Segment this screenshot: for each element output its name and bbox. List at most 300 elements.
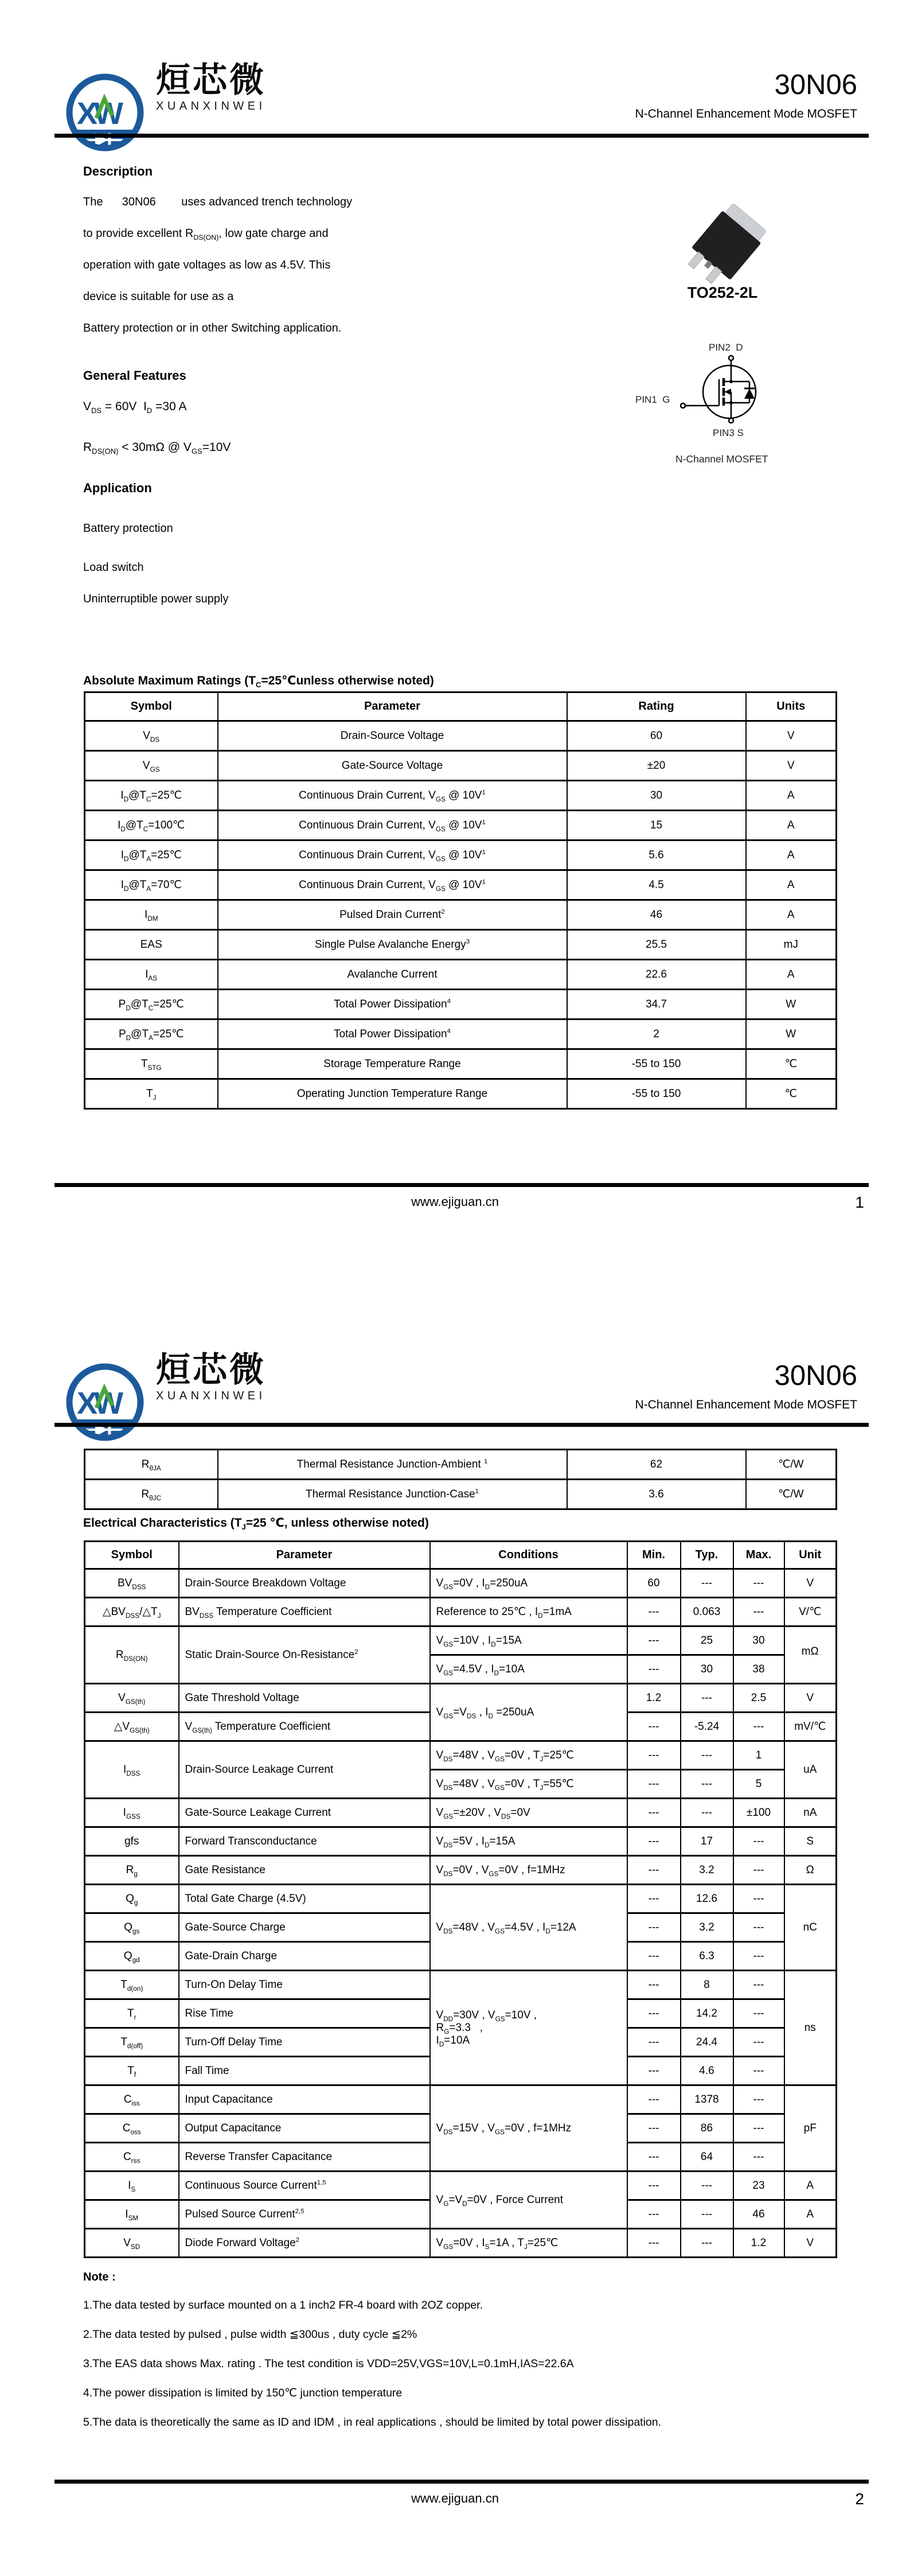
application-item: Battery protection: [83, 522, 173, 535]
cell-symbol: $T_{d(off)}$: [85, 2028, 179, 2057]
cell-typ: 24.4: [681, 2028, 733, 2057]
cell-parameter: Gate Resistance: [179, 1856, 430, 1885]
brand-chinese-name: 烜芯微: [156, 61, 266, 99]
col-rating: Rating: [567, 692, 746, 721]
cell-units: A: [746, 900, 837, 930]
cell-max: 1.2: [733, 2229, 784, 2258]
cell-max: 30: [733, 1626, 784, 1655]
cell-max: ---: [733, 1885, 784, 1913]
table-row: [85, 2172, 837, 2200]
logo-letters: XW: [77, 96, 120, 131]
cell-symbol: $I_D@T_A=25℃$: [85, 840, 218, 870]
cell-min: ---: [627, 1713, 681, 1741]
cell-symbol: EAS: [85, 930, 218, 960]
cell-symbol: $C_{oss}$: [85, 2114, 179, 2143]
cell-symbol: $P_D@T_C=25℃$: [85, 990, 218, 1019]
elec-table: [84, 1540, 837, 2258]
cell-parameter: $BV_{DSS}$ Temperature Coefficient: [179, 1598, 430, 1626]
table-row: [85, 1019, 837, 1049]
cell-max: ---: [733, 2028, 784, 2057]
col-symbol: Symbol: [85, 1542, 179, 1569]
cell-conditions: $V_{DD}=30V$ , $V_{GS}=10V$ , $R_G=3.3$ , $I_D=10A$: [430, 1971, 627, 2085]
cell-max: ---: [733, 1999, 784, 2028]
cell-rating: 15: [567, 811, 746, 840]
table-row: [85, 2085, 837, 2114]
table-header-row: [85, 1542, 837, 1569]
page-number: 2: [855, 2490, 864, 2508]
cell-max: ---: [733, 1971, 784, 1999]
cell-max: ---: [733, 1827, 784, 1856]
col-units: Units: [746, 692, 837, 721]
col-parameter: Parameter: [218, 692, 567, 721]
table-row: [85, 990, 837, 1019]
cell-units: V: [746, 721, 837, 751]
cell-conditions: $V_{DS}=0V$ , $V_{GS}=0V$ , f=1MHz: [430, 1856, 627, 1885]
cell-min: ---: [627, 2229, 681, 2258]
cell-max: ---: [733, 1942, 784, 1971]
cell-rating: 5.6: [567, 840, 746, 870]
cell-typ: 25: [681, 1626, 733, 1655]
cell-symbol: $I_D@T_C=25℃$: [85, 781, 218, 811]
cell-parameter: Storage Temperature Range: [218, 1049, 567, 1079]
application-item: Uninterruptible power supply: [83, 593, 229, 605]
cell-units: A: [746, 840, 837, 870]
cell-min: ---: [627, 2028, 681, 2057]
cell-rating: ±20: [567, 751, 746, 781]
cell-conditions: $V_{DS}=48V$ , $V_{GS}=0V$ , $T_J=25℃$: [430, 1741, 627, 1770]
part-number: 30N06: [774, 69, 857, 100]
cell-rating: 46: [567, 900, 746, 930]
cell-typ: 8: [681, 1971, 733, 1999]
table-row: [85, 1827, 837, 1856]
cell-parameter: Thermal Resistance Junction-Case$^1$: [218, 1480, 567, 1509]
table-row: [85, 960, 837, 990]
mosfet-caption: N-Channel MOSFET: [675, 453, 768, 465]
table-row: [85, 1598, 837, 1626]
cell-parameter: $V_{GS(th)}$ Temperature Coefficient: [179, 1713, 430, 1741]
cell-min: ---: [627, 2114, 681, 2143]
table-row: [85, 2229, 837, 2258]
cell-symbol: $C_{iss}$: [85, 2085, 179, 2114]
col-symbol: Symbol: [85, 692, 218, 721]
cell-parameter: Drain-Source Leakage Current: [179, 1741, 430, 1799]
cell-symbol: $Q_{gd}$: [85, 1942, 179, 1971]
cell-unit: mΩ: [784, 1626, 837, 1684]
cell-unit: V: [784, 1569, 837, 1598]
cell-max: ---: [733, 2114, 784, 2143]
col-conditions: Conditions: [430, 1542, 627, 1569]
table-row: [85, 751, 837, 781]
cell-rating: 34.7: [567, 990, 746, 1019]
cell-min: ---: [627, 1942, 681, 1971]
cell-symbol: gfs: [85, 1827, 179, 1856]
cell-rating: 62: [567, 1450, 746, 1480]
cell-unit: V: [784, 1684, 837, 1713]
cell-symbol: $R_g$: [85, 1856, 179, 1885]
cell-parameter: Gate Threshold Voltage: [179, 1684, 430, 1713]
cell-min: 1.2: [627, 1684, 681, 1713]
cell-parameter: Diode Forward Voltage$^2$: [179, 2229, 430, 2258]
cell-max: 46: [733, 2200, 784, 2229]
cell-parameter: Continuous Drain Current, $V_{GS}$ @ $10V^1$: [218, 840, 567, 870]
cell-parameter: Continuous Drain Current, $V_{GS}$ @ $10V^1$: [218, 870, 567, 900]
cell-min: ---: [627, 1626, 681, 1655]
cell-units: A: [746, 811, 837, 840]
application-item: Load switch: [83, 561, 144, 574]
cell-max: ---: [733, 1856, 784, 1885]
cell-min: ---: [627, 1971, 681, 1999]
table-row: [85, 1049, 837, 1079]
cell-rating: 60: [567, 721, 746, 751]
cell-typ: 6.3: [681, 1942, 733, 1971]
table-row: [85, 1626, 837, 1655]
cell-min: ---: [627, 1885, 681, 1913]
cell-rating: -55 to 150: [567, 1079, 746, 1109]
table-row: [85, 1799, 837, 1827]
cell-parameter: Gate-Source Voltage: [218, 751, 567, 781]
cell-unit: A: [784, 2172, 837, 2200]
cell-rating: 3.6: [567, 1480, 746, 1509]
cell-unit: ns: [784, 1971, 837, 2085]
cell-symbol: $Q_g$: [85, 1885, 179, 1913]
cell-symbol: $T_{d(on)}$: [85, 1971, 179, 1999]
cell-parameter: Gate-Source Charge: [179, 1913, 430, 1942]
application-heading: Application: [83, 481, 152, 495]
cell-unit: nA: [784, 1799, 837, 1827]
brand-header: [62, 63, 266, 162]
cell-typ: 0.063: [681, 1598, 733, 1626]
cell-symbol: $Q_{gs}$: [85, 1913, 179, 1942]
cell-rating: 25.5: [567, 930, 746, 960]
cell-max: ---: [733, 2143, 784, 2172]
cell-parameter: Total Power Dissipation$^4$: [218, 1019, 567, 1049]
cell-min: ---: [627, 2172, 681, 2200]
cell-parameter: Continuous Drain Current, $V_{GS}$ @ $10V^1$: [218, 781, 567, 811]
cell-typ: ---: [681, 1799, 733, 1827]
cell-min: ---: [627, 1741, 681, 1770]
cell-conditions: $V_{GS}=4.5V$ , $I_D=10A$: [430, 1655, 627, 1684]
cell-symbol: $V_{DS}$: [85, 721, 218, 751]
cell-typ: 30: [681, 1655, 733, 1684]
table-row: [85, 1079, 837, 1109]
cell-typ: 64: [681, 2143, 733, 2172]
part-subtitle: N-Channel Enhancement Mode MOSFET: [635, 1398, 857, 1411]
cell-symbol: $V_{SD}$: [85, 2229, 179, 2258]
package-photo: [675, 200, 779, 291]
cell-units: ℃/W: [746, 1450, 837, 1480]
cell-symbol: $I_{DSS}$: [85, 1741, 179, 1799]
footer-site: www.ejiguan.cn: [411, 2491, 499, 2505]
cell-rating: 4.5: [567, 870, 746, 900]
cell-parameter: Avalanche Current: [218, 960, 567, 990]
note-item: 5.The data is theoretically the same as ID and IDM , in real applications , should be limited by total power dissipation.: [83, 2416, 662, 2429]
cell-symbol: $I_S$: [85, 2172, 179, 2200]
cell-min: ---: [627, 2200, 681, 2229]
cell-min: ---: [627, 1999, 681, 2028]
table-row: [85, 1971, 837, 1999]
cell-min: ---: [627, 1598, 681, 1626]
brand-header: [62, 1353, 266, 1452]
cell-rating: 30: [567, 781, 746, 811]
table-row: [85, 900, 837, 930]
cell-units: W: [746, 1019, 837, 1049]
cell-conditions: Reference to 25℃ , $I_D=1mA$: [430, 1598, 627, 1626]
table-row: [85, 1450, 837, 1480]
cell-unit: uA: [784, 1741, 837, 1799]
cell-units: W: [746, 990, 837, 1019]
cell-max: 2.5: [733, 1684, 784, 1713]
part-subtitle: N-Channel Enhancement Mode MOSFET: [635, 107, 857, 120]
cell-parameter: Pulsed Drain Current$^2$: [218, 900, 567, 930]
cell-units: A: [746, 960, 837, 990]
table-row: [85, 1741, 837, 1770]
cell-typ: ---: [681, 2229, 733, 2258]
cell-typ: ---: [681, 1684, 733, 1713]
cell-min: ---: [627, 2085, 681, 2114]
cell-min: ---: [627, 1856, 681, 1885]
cell-rating: 22.6: [567, 960, 746, 990]
cell-symbol: $I_{DM}$: [85, 900, 218, 930]
note-item: 2.The data tested by pulsed , pulse width ≦300us , duty cycle ≦2%: [83, 2328, 417, 2341]
cell-unit: pF: [784, 2085, 837, 2172]
brand-roman-name: XUANXINWEI: [156, 100, 266, 112]
footer-rule: [54, 1183, 869, 1187]
cell-max: ---: [733, 2057, 784, 2085]
description-line: device is suitable for use as a: [83, 290, 234, 303]
cell-max: 38: [733, 1655, 784, 1684]
brand-logo-icon: [62, 63, 149, 162]
cell-typ: 1378: [681, 2085, 733, 2114]
cell-conditions: $V_{GS}=0V$ , $I_D=250uA$: [430, 1569, 627, 1598]
cell-min: ---: [627, 1827, 681, 1856]
cell-rating: 2: [567, 1019, 746, 1049]
cell-max: ±100: [733, 1799, 784, 1827]
description-heading: Description: [83, 164, 153, 178]
cell-max: ---: [733, 1569, 784, 1598]
cell-symbol: $C_{rss}$: [85, 2143, 179, 2172]
elec-title: Electrical Characteristics ($T_J=25$ ℃, unless otherwise noted): [83, 1516, 429, 1532]
notes-list: [83, 2294, 880, 2440]
cell-symbol: $T_r$: [85, 1999, 179, 2028]
table-row: [85, 721, 837, 751]
cell-symbol: $\triangle BV_{DSS}/\triangle T_J$: [85, 1598, 179, 1626]
cell-symbol: $I_{SM}$: [85, 2200, 179, 2229]
brand-logo-icon: [62, 1353, 149, 1452]
cell-conditions: $V_{GS}=0V$ , $I_S=1A$ , $T_J=25℃$: [430, 2229, 627, 2258]
cell-typ: 14.2: [681, 1999, 733, 2028]
pin3-label: PIN3 S: [713, 427, 744, 438]
cell-units: mJ: [746, 930, 837, 960]
col-parameter: Parameter: [179, 1542, 430, 1569]
cell-parameter: Static Drain-Source On-Resistance$^2$: [179, 1626, 430, 1684]
cell-symbol: $I_D@T_A=70℃$: [85, 870, 218, 900]
table-row: [85, 1480, 837, 1509]
cell-parameter: Forward Transconductance: [179, 1827, 430, 1856]
cell-typ: ---: [681, 1569, 733, 1598]
cell-parameter: Fall Time: [179, 2057, 430, 2085]
col-max: Max.: [733, 1542, 784, 1569]
table-row: [85, 1569, 837, 1598]
cell-min: 60: [627, 1569, 681, 1598]
cell-conditions: $V_{GS}=10V$ , $I_D=15A$: [430, 1626, 627, 1655]
abs-max-table: [84, 691, 837, 1110]
cell-units: A: [746, 870, 837, 900]
cell-units: ℃: [746, 1049, 837, 1079]
cell-typ: -5.24: [681, 1713, 733, 1741]
cell-unit: mV/℃: [784, 1713, 837, 1741]
table-row: [85, 781, 837, 811]
cell-parameter: Turn-Off Delay Time: [179, 2028, 430, 2057]
cell-parameter: Pulsed Source Current$^{2,5}$: [179, 2200, 430, 2229]
col-min: Min.: [627, 1542, 681, 1569]
col-typ: Typ.: [681, 1542, 733, 1569]
cell-min: ---: [627, 1799, 681, 1827]
footer-site: www.ejiguan.cn: [411, 1194, 499, 1209]
cell-parameter: Continuous Source Current$^{1,5}$: [179, 2172, 430, 2200]
cell-symbol: $T_{STG}$: [85, 1049, 218, 1079]
cell-parameter: Reverse Transfer Capacitance: [179, 2143, 430, 2172]
table-row: [85, 1885, 837, 1913]
cell-symbol: $I_D@T_C=100℃$: [85, 811, 218, 840]
cell-max: ---: [733, 1713, 784, 1741]
cell-typ: ---: [681, 2172, 733, 2200]
pin1-label: PIN1 G: [635, 394, 670, 405]
cell-symbol: $R_{\theta JC}$: [85, 1480, 218, 1509]
cell-parameter: Gate-Source Leakage Current: [179, 1799, 430, 1827]
cell-symbol: $\triangle V_{GS(th)}$: [85, 1713, 179, 1741]
cell-symbol: $T_J$: [85, 1079, 218, 1109]
cell-conditions: $V_{DS}=48V$ , $V_{GS}=0V$ , $T_J=55℃$: [430, 1770, 627, 1799]
cell-rating: -55 to 150: [567, 1049, 746, 1079]
table-row: [85, 1856, 837, 1885]
header-rule: [54, 1423, 869, 1427]
cell-parameter: Total Gate Charge (4.5V): [179, 1885, 430, 1913]
cell-min: ---: [627, 1655, 681, 1684]
cell-max: ---: [733, 2085, 784, 2114]
package-label: TO252-2L: [687, 284, 758, 301]
footer-rule: [54, 2480, 869, 2484]
description-line: Battery protection or in other Switching application.: [83, 322, 342, 334]
logo-letters: XW: [77, 1386, 120, 1421]
features-heading: General Features: [83, 368, 186, 383]
mosfet-symbol-icon: [668, 348, 791, 429]
table-row: [85, 870, 837, 900]
cell-parameter: Thermal Resistance Junction-Ambient $^1$: [218, 1450, 567, 1480]
note-item: 3.The EAS data shows Max. rating . The test condition is VDD=25V,VGS=10V,L=0.1mH,IAS=22.6A: [83, 2357, 574, 2370]
brand-roman-name: XUANXINWEI: [156, 1390, 266, 1402]
part-number: 30N06: [774, 1360, 857, 1391]
cell-symbol: $I_{GSS}$: [85, 1799, 179, 1827]
cell-parameter: Gate-Drain Charge: [179, 1942, 430, 1971]
cell-typ: 12.6: [681, 1885, 733, 1913]
cell-parameter: Total Power Dissipation$^4$: [218, 990, 567, 1019]
cell-typ: 17: [681, 1827, 733, 1856]
header-rule: [54, 134, 869, 138]
cell-symbol: $V_{GS}$: [85, 751, 218, 781]
cell-typ: ---: [681, 1770, 733, 1799]
table-header-row: [85, 692, 837, 721]
cell-unit: Ω: [784, 1856, 837, 1885]
description-line: to provide excellent $R_{DS(ON)}$, low gate charge and: [83, 227, 329, 242]
cell-conditions: $V_{DS}=5V$ , $I_D=15A$: [430, 1827, 627, 1856]
cell-min: ---: [627, 1913, 681, 1942]
cell-units: V: [746, 751, 837, 781]
cell-units: ℃: [746, 1079, 837, 1109]
cell-typ: 4.6: [681, 2057, 733, 2085]
cell-min: ---: [627, 1770, 681, 1799]
cell-parameter: Turn-On Delay Time: [179, 1971, 430, 1999]
description-text: [83, 196, 657, 353]
cell-typ: 3.2: [681, 1913, 733, 1942]
cell-unit: nC: [784, 1885, 837, 1971]
cell-max: 1: [733, 1741, 784, 1770]
thermal-table: [84, 1449, 837, 1510]
feature-item: $R_{DS(ON)} < 30m\Omega$ @ $V_{GS}=10V$: [83, 441, 231, 456]
cell-symbol: $R_{DS(ON)}$: [85, 1626, 179, 1684]
cell-symbol: $R_{\theta JA}$: [85, 1450, 218, 1480]
feature-item: $V_{DS} = 60V$ $I_D =30$ A: [83, 400, 187, 415]
cell-typ: 86: [681, 2114, 733, 2143]
description-line: operation with gate voltages as low as 4.5V. This: [83, 259, 331, 271]
cell-parameter: Drain-Source Breakdown Voltage: [179, 1569, 430, 1598]
cell-conditions: $V_G=V_D=0V$ , Force Current: [430, 2172, 627, 2229]
cell-conditions: $V_{GS}=\pm 20V$ , $V_{DS}=0V$: [430, 1799, 627, 1827]
pin2-label: PIN2 D: [709, 342, 743, 353]
cell-typ: ---: [681, 1741, 733, 1770]
cell-unit: V/℃: [784, 1598, 837, 1626]
cell-parameter: Input Capacitance: [179, 2085, 430, 2114]
table-row: [85, 1684, 837, 1713]
cell-parameter: Drain-Source Voltage: [218, 721, 567, 751]
cell-parameter: Operating Junction Temperature Range: [218, 1079, 567, 1109]
cell-symbol: $T_f$: [85, 2057, 179, 2085]
note-item: 1.The data tested by surface mounted on a 1 inch2 FR-4 board with 2OZ copper.: [83, 2299, 483, 2312]
cell-conditions: $V_{GS}=V_{DS}$ , $I_D =250uA$: [430, 1684, 627, 1741]
cell-max: ---: [733, 1598, 784, 1626]
cell-unit: S: [784, 1827, 837, 1856]
description-line: The 30N06 uses advanced trench technology: [83, 196, 353, 208]
cell-parameter: Rise Time: [179, 1999, 430, 2028]
cell-parameter: Continuous Drain Current, $V_{GS}$ @ $10V^1$: [218, 811, 567, 840]
cell-symbol: $V_{GS(th)}$: [85, 1684, 179, 1713]
notes-heading: Note :: [83, 2271, 116, 2283]
cell-units: ℃/W: [746, 1480, 837, 1509]
cell-symbol: $I_{AS}$: [85, 960, 218, 990]
abs-max-title: Absolute Maximum Ratings ($T_C=25℃unless$ otherwise noted): [83, 674, 434, 690]
cell-parameter: Single Pulse Avalanche Energy$^3$: [218, 930, 567, 960]
cell-parameter: Output Capacitance: [179, 2114, 430, 2143]
cell-unit: V: [784, 2229, 837, 2258]
cell-units: A: [746, 781, 837, 811]
cell-typ: 3.2: [681, 1856, 733, 1885]
page-number: 1: [855, 1193, 864, 1211]
cell-typ: ---: [681, 2200, 733, 2229]
table-row: [85, 811, 837, 840]
cell-min: ---: [627, 2143, 681, 2172]
cell-min: ---: [627, 2057, 681, 2085]
cell-max: 23: [733, 2172, 784, 2200]
note-item: 4.The power dissipation is limited by 150℃ junction temperature: [83, 2387, 403, 2399]
cell-max: ---: [733, 1913, 784, 1942]
col-unit: Unit: [784, 1542, 837, 1569]
cell-conditions: $V_{DS}=48V$ , $V_{GS}=4.5V$ , $I_D=12A$: [430, 1885, 627, 1971]
cell-symbol: $P_D@T_A=25℃$: [85, 1019, 218, 1049]
cell-unit: A: [784, 2200, 837, 2229]
brand-chinese-name: 烜芯微: [156, 1351, 266, 1389]
cell-conditions: $V_{DS}=15V$ , $V_{GS}=0V$ , f=1MHz: [430, 2085, 627, 2172]
table-row: [85, 930, 837, 960]
cell-symbol: $BV_{DSS}$: [85, 1569, 179, 1598]
